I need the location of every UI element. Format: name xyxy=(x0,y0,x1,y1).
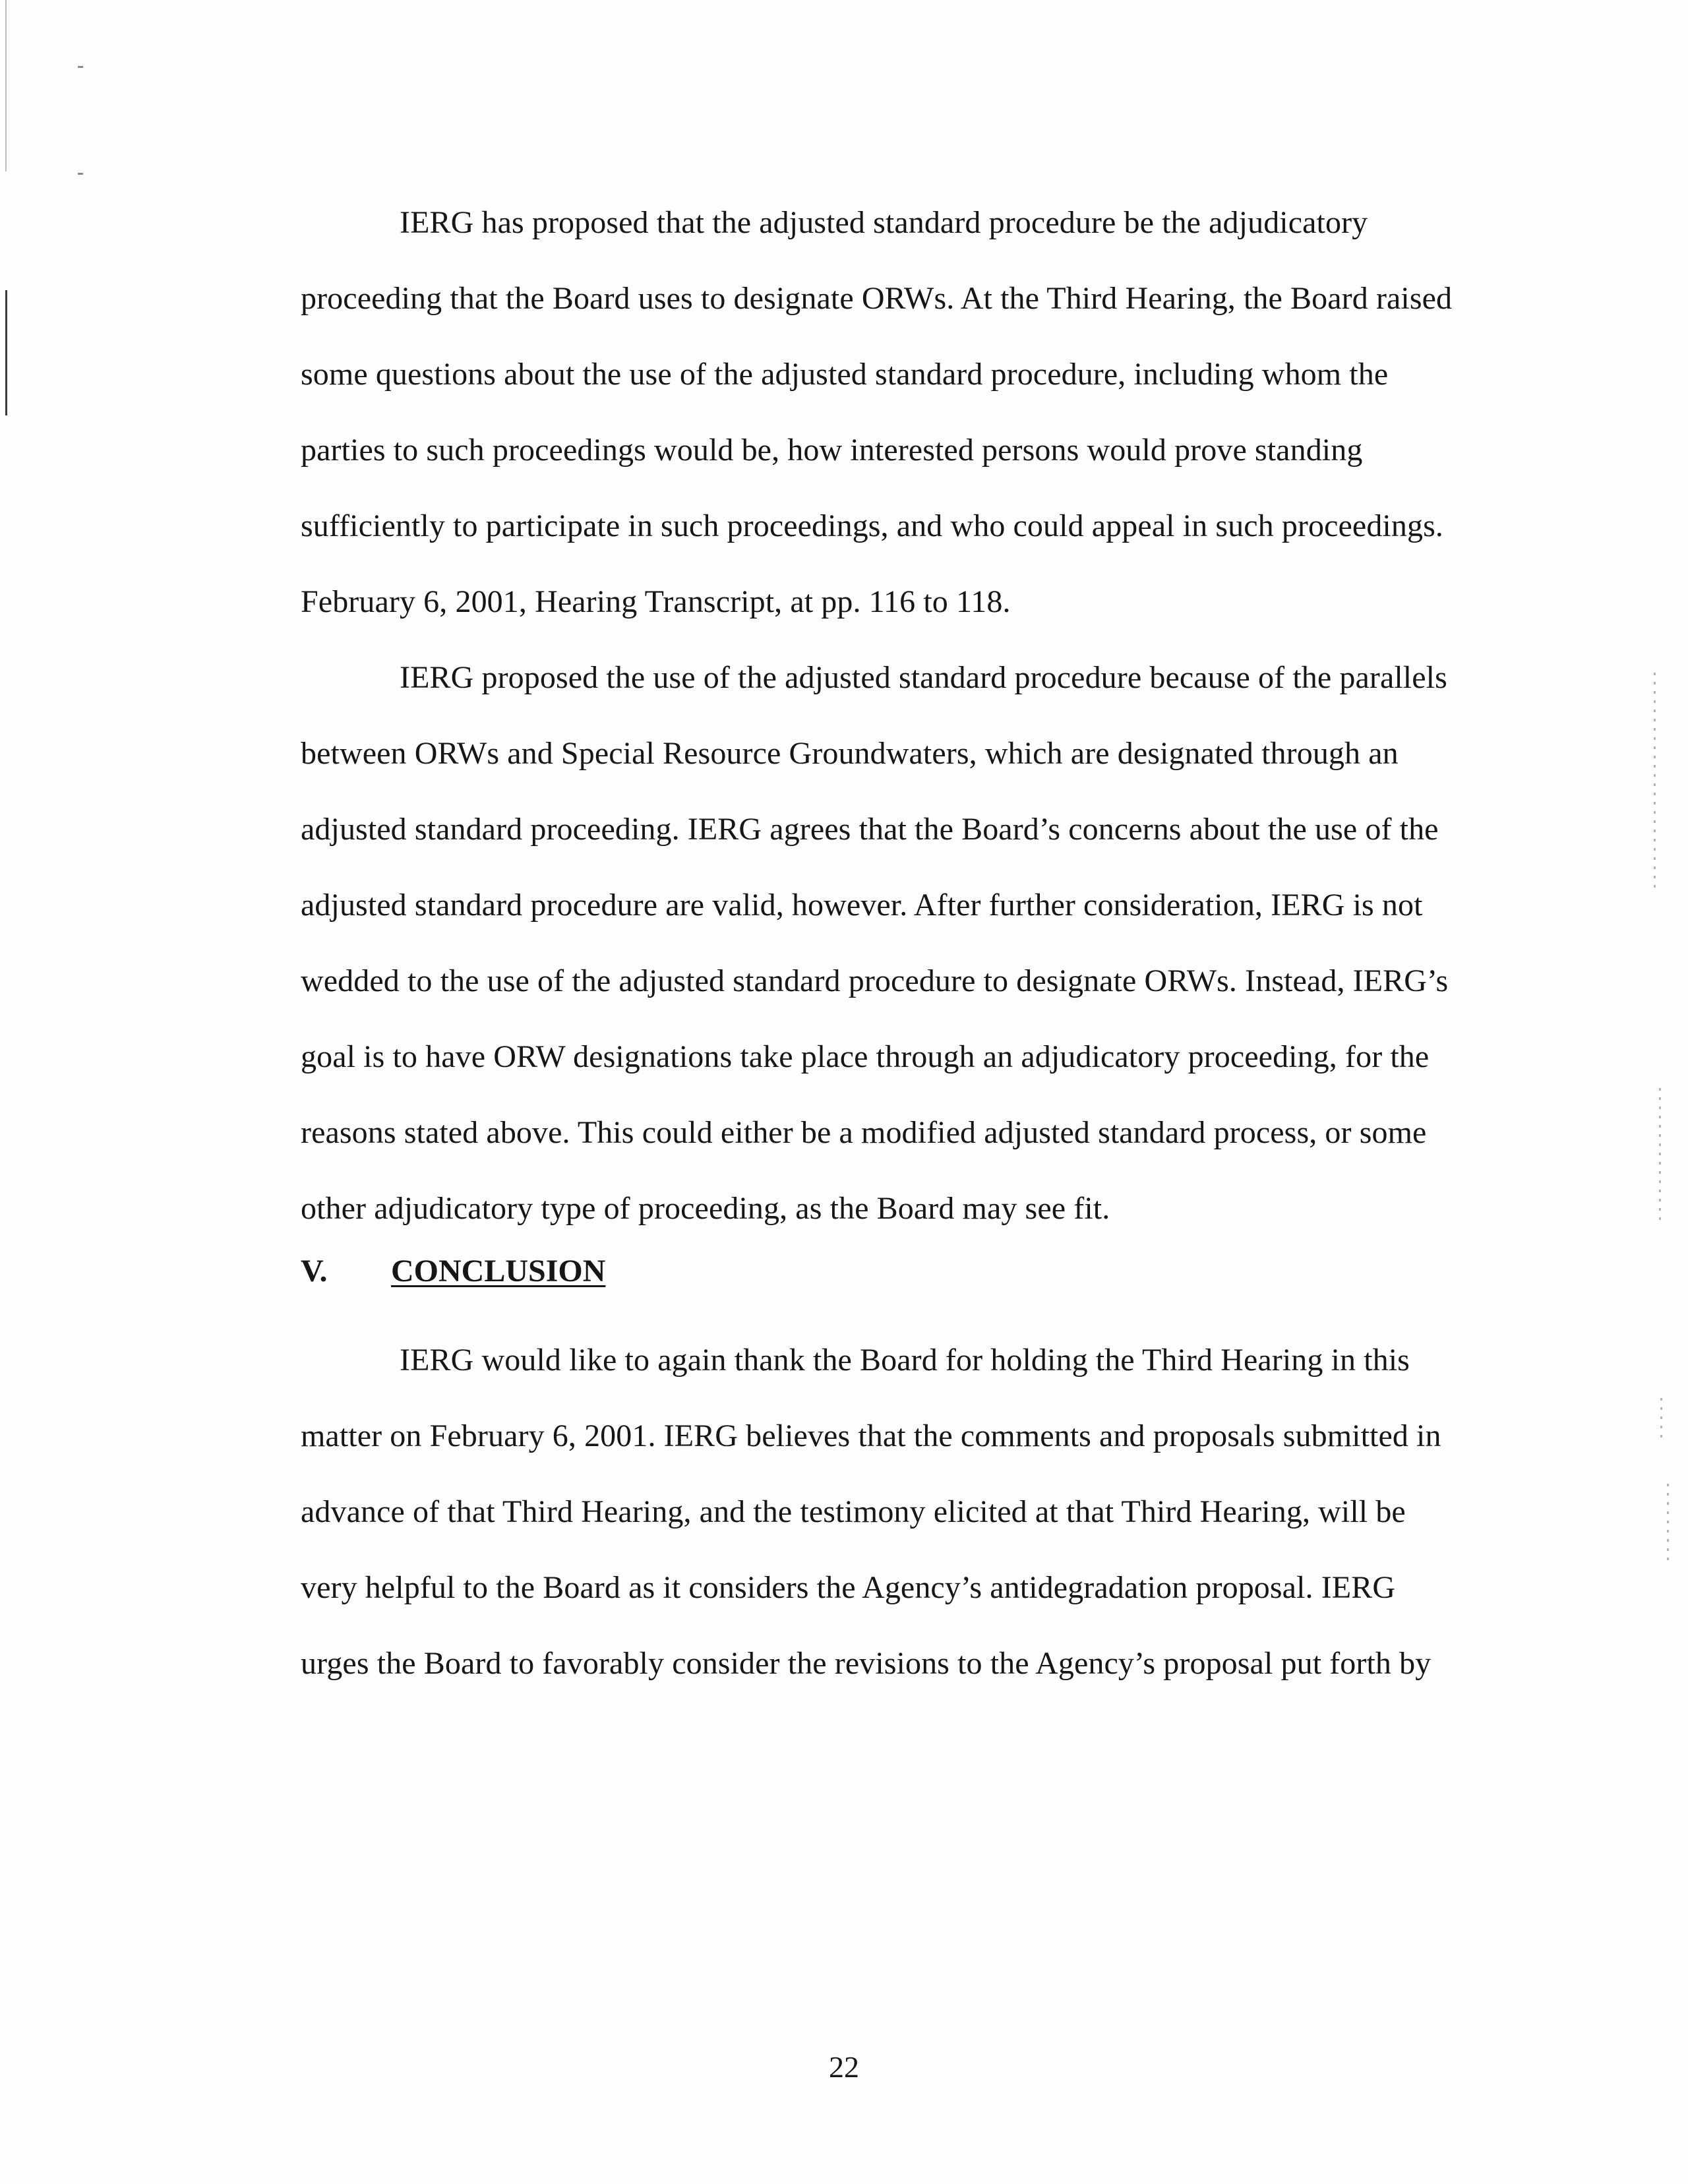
scan-edge-noise xyxy=(1660,1398,1662,1438)
scan-speck xyxy=(78,173,83,175)
scan-edge-line xyxy=(5,290,7,415)
paragraph-adjusted-standard-proposal: IERG has proposed that the adjusted standard procedure be the adjudicatory proceeding that the Board uses to designate ORWs. At the Third Hearing, the Board raised some questions about the use of the adjusted standard procedure, including whom the parties to such proceedings would be, how interested persons would prove standing sufficiently to participate in such proceedings, and who could appeal in such proceedings. February 6, 2001, Hearing Transcript, at pp. 116 to 118. xyxy=(301,205,1453,619)
paragraph-conclusion: IERG would like to again thank the Board for holding the Third Hearing in this matter on February 6, 2001. IERG believes that the comments and proposals submitted in advance of that Third Hearing, and the testimony elicited at that Third Hearing, will be very helpful to the Board as it considers the Agency’s antidegradation proposal. IERG urges the Board to favorably consider the revisions to the Agency’s proposal put forth by xyxy=(301,1343,1441,1681)
scan-edge-noise xyxy=(1667,1484,1669,1563)
page-number: 22 xyxy=(829,2050,859,2084)
body-text-upper xyxy=(301,185,1468,1246)
section-title: CONCLUSION xyxy=(391,1254,606,1289)
scan-edge-noise xyxy=(1659,1088,1661,1227)
scan-edge-line xyxy=(5,0,7,171)
section-number: V. xyxy=(301,1254,328,1289)
section-heading xyxy=(301,1252,605,1291)
scan-speck xyxy=(78,66,83,68)
body-text-conclusion xyxy=(301,1322,1468,1701)
scan-edge-noise xyxy=(1654,673,1656,890)
paragraph-adjusted-standard-parallels: IERG proposed the use of the adjusted standard procedure because of the parallels between ORWs and Special Resource Groundwaters, which are designated through an adjusted standard proceeding. IERG agrees that the Board’s concerns about the use of the adjusted standard procedure are valid, however. After further consideration, IERG is not wedded to the use of the adjusted standard procedure to designate ORWs. Instead, IERG’s goal is to have ORW designations take place through an adjudicatory proceeding, for the reasons stated above. This could either be a modified adjusted standard process, or some other adjudicatory type of proceeding, as the Board may see fit. xyxy=(301,660,1449,1226)
